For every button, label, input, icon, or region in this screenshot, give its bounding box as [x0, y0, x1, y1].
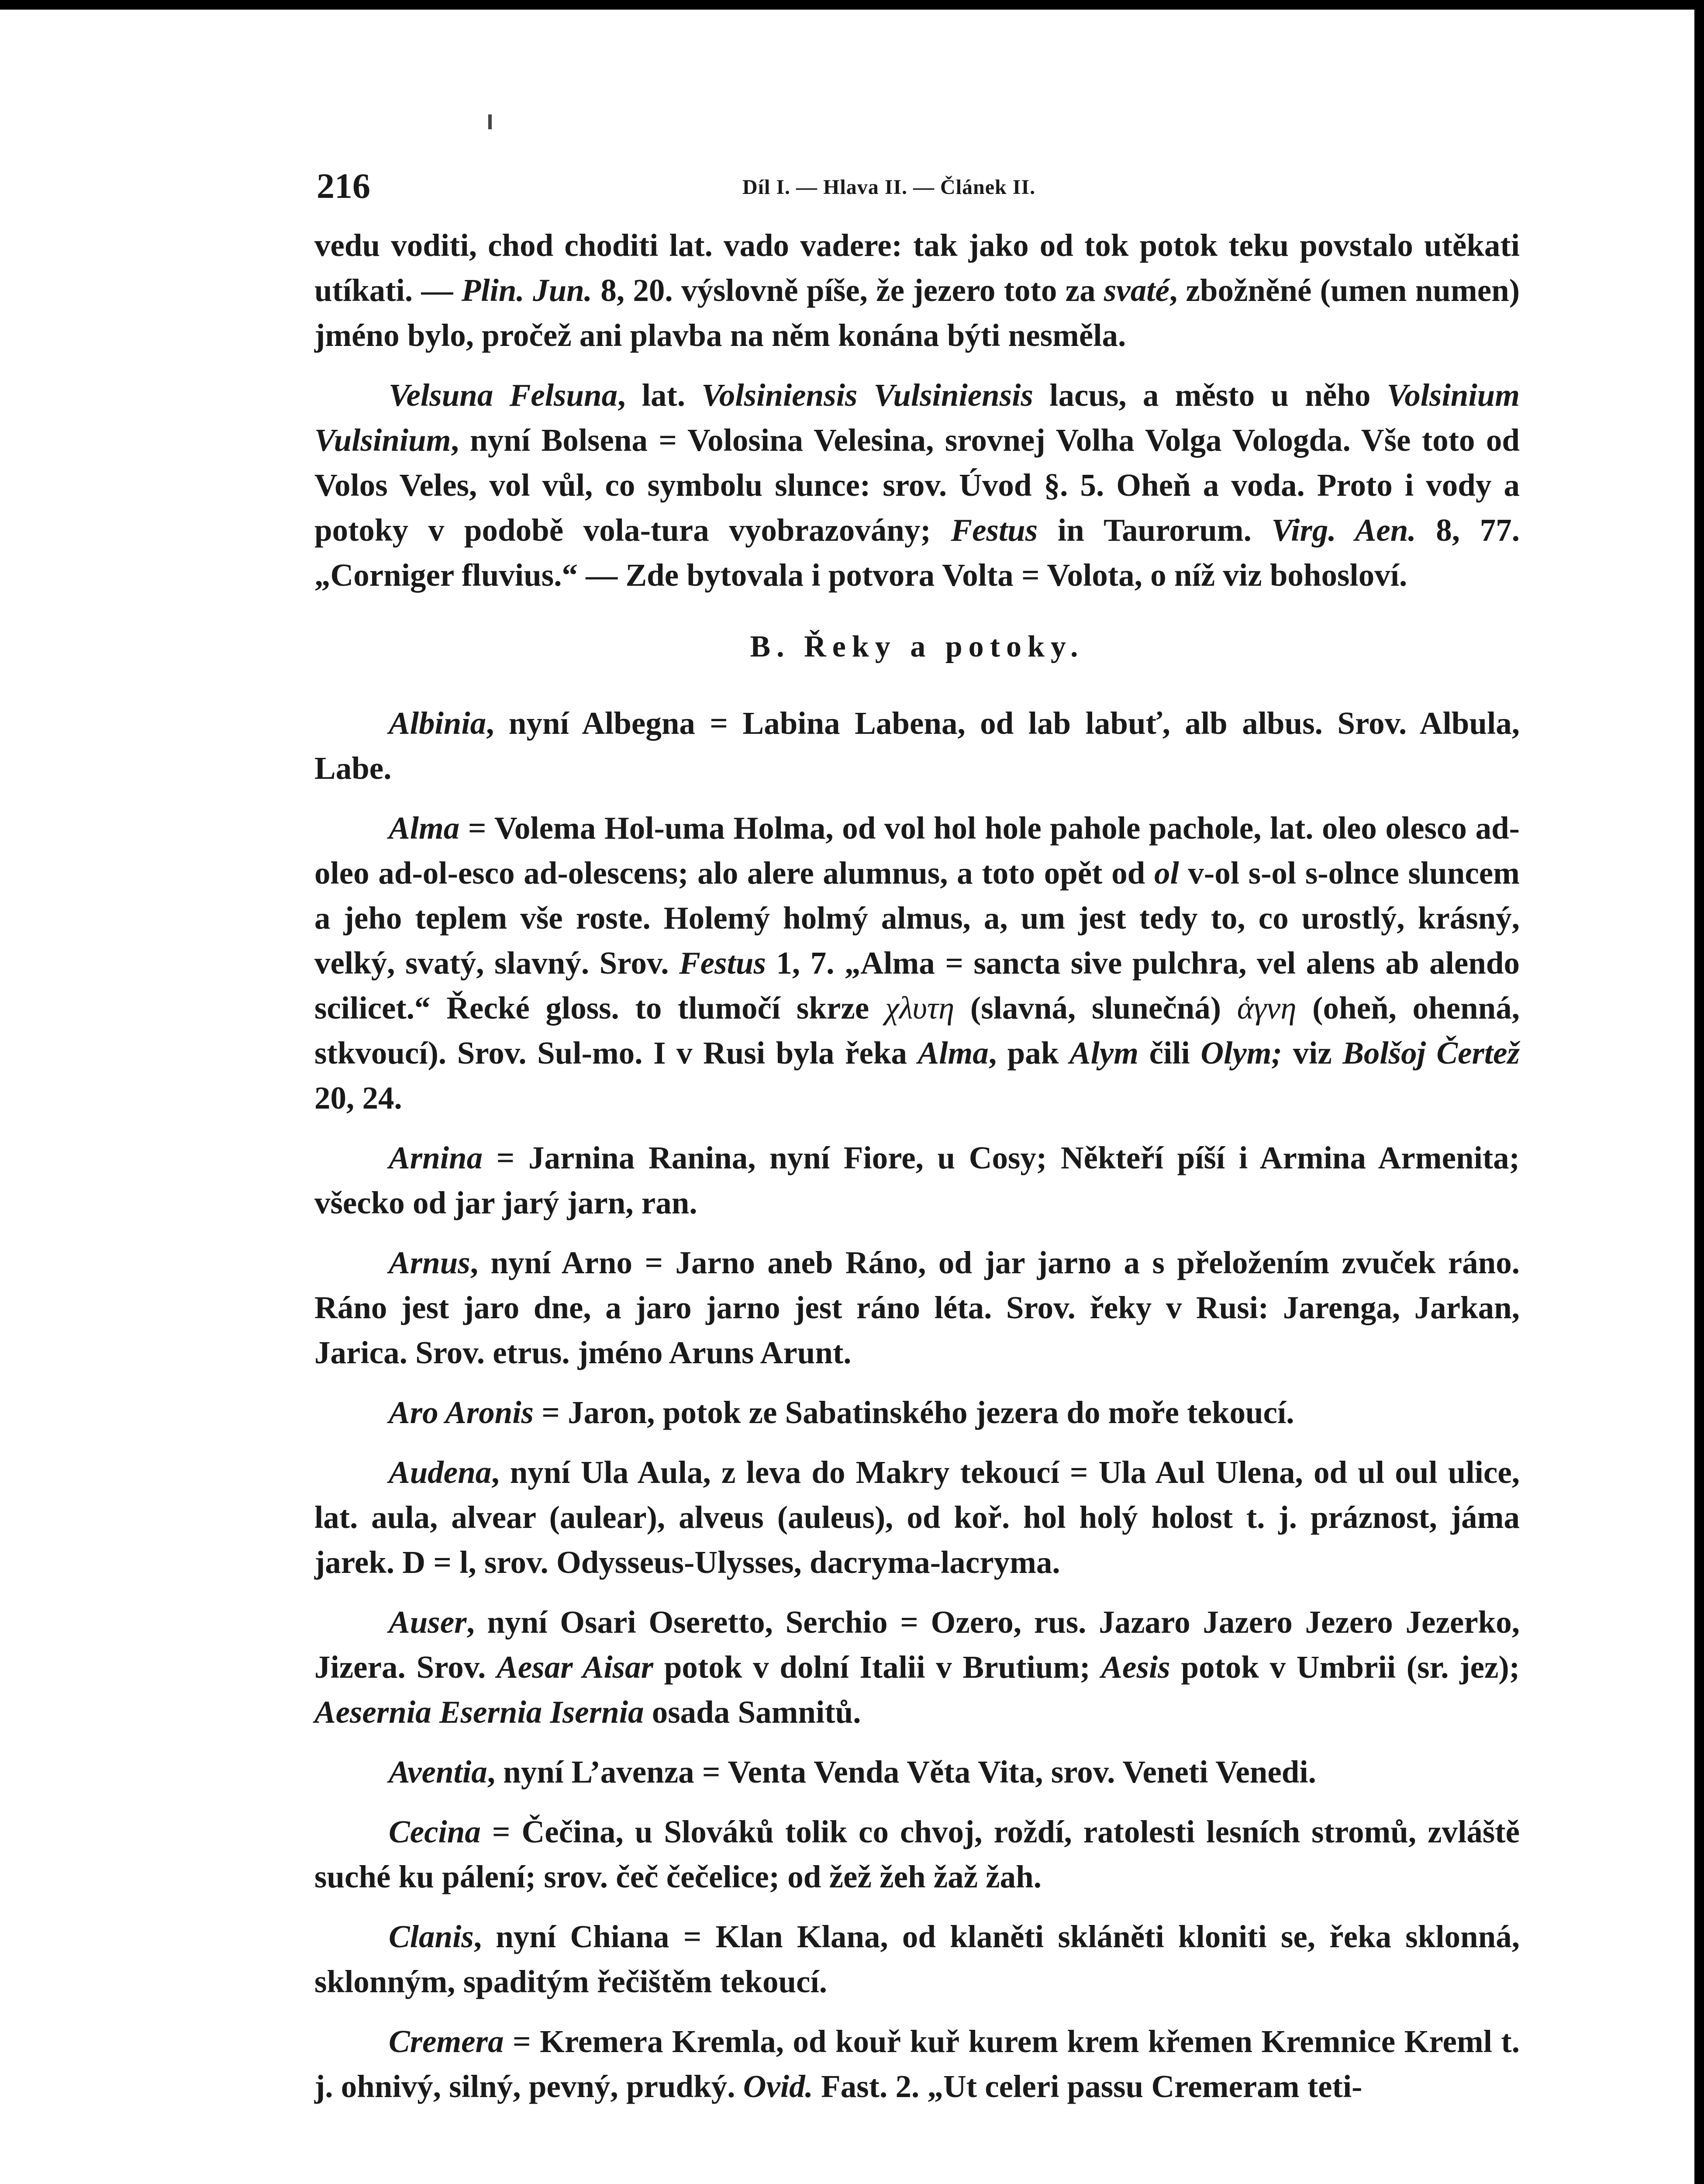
greek-term: χλυτη [885, 990, 955, 1026]
entry-list [314, 701, 1520, 2109]
scan-frame-right [1694, 0, 1704, 2184]
text-run: = Čečina, u Slováků tolik co chvoj, roždí, ratolesti lesních stromů, zvláště suché ku pálení; srov. čeč čečelice; od žež žeh žaž žah. [314, 1814, 1520, 1894]
text-run: = Kremera Kremla, od kouř kuř kurem krem křemen Kremnice Kreml t. j. ohnivý, silný, pevný, prudký. [314, 2024, 1520, 2104]
italic-term: Volsinium Vulsinium [314, 377, 1520, 458]
text-run: vedu voditi, chod choditi lat. vado vadere: tak jako od tok potok teku povstalo utěkati utíkati. — [314, 228, 1520, 308]
italic-term: Auser [389, 1604, 467, 1640]
list-item [314, 1749, 1520, 1794]
text-run: osada Samnitů. [644, 1694, 861, 1730]
paragraph [314, 373, 1520, 598]
list-item [314, 701, 1520, 791]
italic-term: Clanis [389, 1919, 474, 1954]
page-number: 216 [317, 166, 370, 206]
text-run: potok v dolní Italii v Brutium; [653, 1649, 1101, 1685]
italic-term: Ovid. [743, 2069, 813, 2104]
text-run: , nyní Ula Aula, z leva do Makry tekoucí = Ula Aul Ulena, od ul oul ulice, lat. aula, alvear (aulear), alveus (auleus), od koř. hol holý holost t. j. práznost, jáma jarek. D = l, srov. Odysseus-Ulysses, dacryma-lacryma. [314, 1455, 1520, 1580]
list-item [314, 1914, 1520, 2004]
list-item [314, 1809, 1520, 1899]
section-heading: B. Řeky a potoky. [750, 630, 1084, 663]
italic-term: Aventia [389, 1754, 487, 1790]
italic-term: Aesis [1101, 1649, 1170, 1685]
italic-term: ol [1154, 855, 1179, 891]
text-run: , nyní Bolsena = Volosina Velesina, srovnej Volha Volga Vologda. Vše toto od Volos Veles, vol vůl, co symbolu slunce: srov. Úvod §. 5. Oheň a voda. Proto i vody a potoky v podobě vola-tura vyobrazovány; [314, 422, 1520, 548]
italic-term: Aesernia Esernia Isernia [314, 1694, 644, 1730]
text-run: (oheň, ohenná, stkvoucí). Srov. Sul-mo. I v Rusi byla řeka [314, 990, 1520, 1071]
text-run: , lat. [617, 377, 702, 413]
paragraph [314, 223, 1520, 358]
italic-term: Velsuna Felsuna [389, 377, 618, 413]
italic-term: Cremera [389, 2024, 504, 2059]
text-run: , pak [988, 1035, 1069, 1071]
greek-term: ἁγνη [1237, 990, 1297, 1026]
text-run: viz [1282, 1035, 1343, 1071]
italic-term: Alma [389, 810, 460, 846]
italic-term: Olym; [1200, 1035, 1282, 1071]
text-run: , zbožněné (umen numen) jméno bylo, pročež ani plavba na něm konána býti nesměla. [314, 273, 1520, 353]
list-item [314, 1450, 1520, 1585]
italic-term: Alma [918, 1035, 989, 1071]
italic-term: Audena [389, 1455, 492, 1490]
italic-term: Bolšoj Čertež [1342, 1035, 1520, 1071]
italic-term: Albinia [389, 705, 486, 741]
italic-term: Festus [951, 512, 1038, 548]
italic-term: Aesar Aisar [497, 1649, 653, 1685]
list-item [314, 1240, 1520, 1375]
text-run: = Jaron, potok ze Sabatinského jezera do moře tekoucí. [534, 1395, 1294, 1430]
scan-speck [488, 114, 492, 129]
italic-term: Plin. Jun. [461, 273, 593, 308]
text-run: 20, 24. [314, 1080, 402, 1116]
running-head: Díl I. — Hlava II. — Článek II. [742, 176, 1036, 199]
text-run: 1, 7. „Alma = sancta sive pulchra, vel alens ab alendo scilicet.“ Řecké gloss. to tlumočí skrze [314, 945, 1520, 1026]
text-run: čili [1138, 1035, 1201, 1071]
list-item [314, 805, 1520, 1120]
text-run: 8, 20. výslovně píše, že jezero toto za [592, 273, 1104, 308]
text-run: = Volema Hol-uma Holma, od vol hol hole pahole pachole, lat. oleo olesco ad-oleo ad-ol-esco ad-olescens; alo alere alumnus, a toto opět od [314, 810, 1520, 891]
list-item [314, 2019, 1520, 2109]
text-run: , nyní Arno = Jarno aneb Ráno, od jar jarno a s přeložením zvuček ráno. Ráno jest jaro dne, a jaro jarno jest ráno léta. Srov. řeky v Rusi: Jarenga, Jarkan, Jarica. Srov. etrus. jméno Aruns Arunt. [314, 1245, 1520, 1370]
italic-term: Volsiniensis Vulsiniensis [701, 377, 1033, 413]
text-run: (slavná, slunečná) [954, 990, 1237, 1026]
italic-term: svaté [1104, 273, 1169, 308]
text-run: , nyní Albegna = Labina Labena, od lab labuť, alb albus. Srov. Albula, Labe. [314, 705, 1520, 786]
text-run: Fast. 2. „Ut celeri passu Cremeram teti- [813, 2069, 1363, 2104]
text-run: , nyní Chiana = Klan Klana, od klaněti skláněti kloniti se, řeka sklonná, sklonným, spaditým řečištěm tekoucí. [314, 1919, 1520, 1999]
italic-term: Cecina [389, 1814, 481, 1849]
italic-term: Alym [1069, 1035, 1139, 1071]
list-item [314, 1600, 1520, 1735]
text-run: 8, 77. „Corniger fluvius.“ — Zde bytovala i potvora Volta = Volota, o níž viz bohosloví. [314, 512, 1520, 593]
text-run: , nyní Osari Oseretto, Serchio = Ozero, rus. Jazaro Jazero Jezero Jezerko, Jizera. Srov. [314, 1604, 1520, 1685]
text-run: = Jarnina Ranina, nyní Fiore, u Cosy; Někteří píší i Armina Armenita; všecko od jar jarý jarn, ran. [314, 1140, 1520, 1220]
scan-frame-top [0, 0, 1704, 10]
list-item [314, 1135, 1520, 1225]
page-body [314, 223, 1520, 2109]
text-run: in Taurorum. [1038, 512, 1272, 548]
italic-term: Arnus [389, 1245, 470, 1280]
italic-term: Arnina [389, 1140, 483, 1175]
text-run: v-ol s-ol s-olnce sluncem a jeho teplem vše roste. Holemý holmý almus, a, um jest tedy to, co urostlý, krásný, velký, svatý, slavný. Srov. [314, 855, 1520, 981]
italic-term: Aro Aronis [389, 1395, 534, 1430]
text-run: , nyní L’avenza = Venta Venda Věta Vita, srov. Veneti Venedi. [487, 1754, 1316, 1790]
list-item [314, 1390, 1520, 1435]
italic-term: Virg. Aen. [1271, 512, 1416, 548]
italic-term: Festus [679, 945, 766, 981]
text-run: potok v Umbrii (sr. jez); [1170, 1649, 1520, 1685]
text-run: lacus, a město u něho [1033, 377, 1387, 413]
